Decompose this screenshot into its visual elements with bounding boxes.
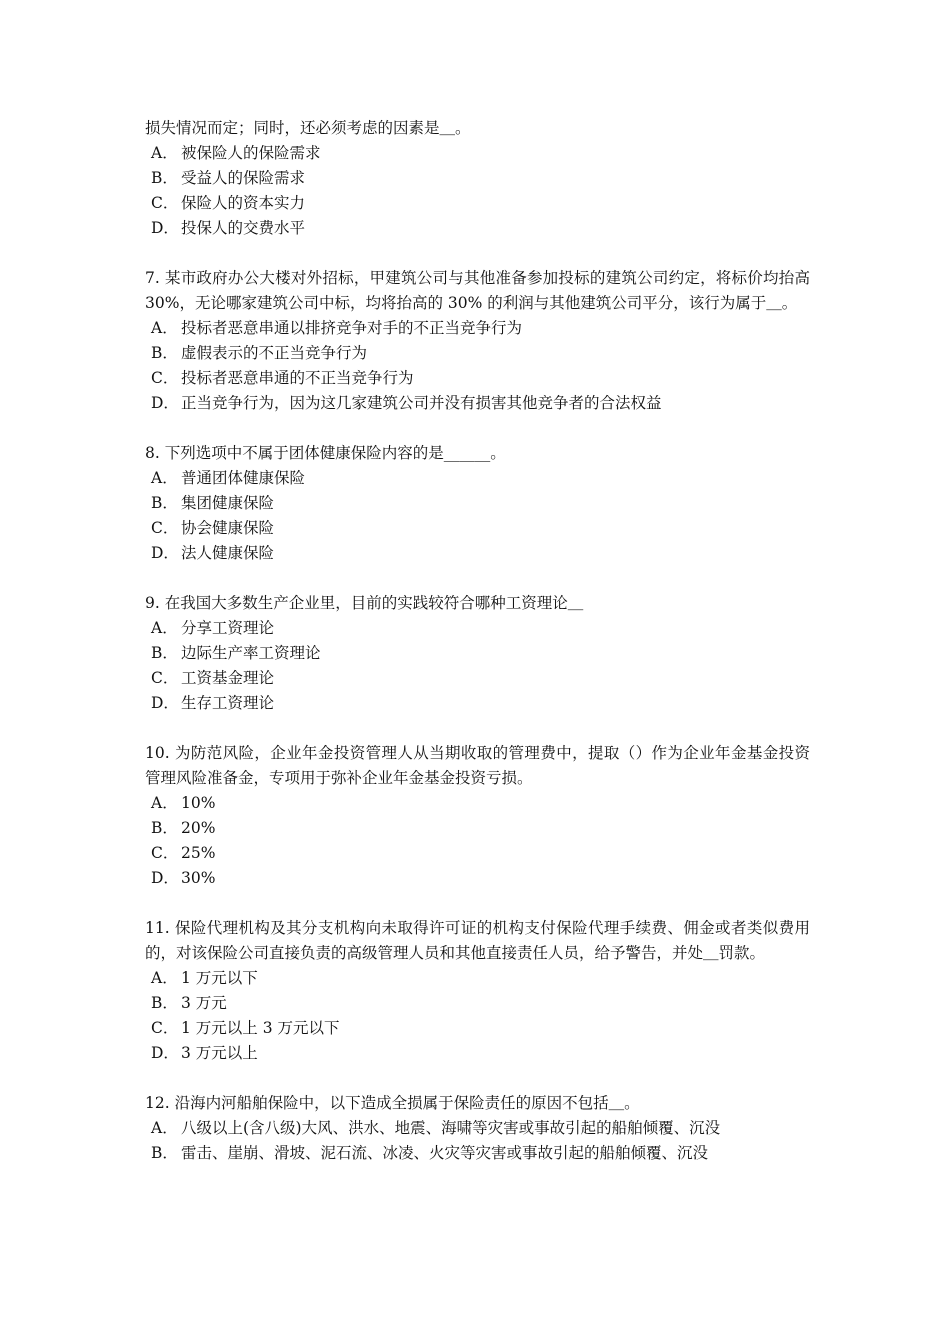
option-letter: D． <box>151 219 179 237</box>
option-letter: D． <box>151 1044 179 1062</box>
question-list <box>145 116 810 1191</box>
option-letter: A． <box>151 1119 178 1137</box>
option-text: 投保人的交费水平 <box>181 219 306 237</box>
option-letter: C． <box>151 1019 179 1037</box>
option-list <box>145 966 810 1066</box>
option-text: 被保险人的保险需求 <box>181 144 321 162</box>
option-list <box>145 791 810 891</box>
option-text: 投标者恶意串通以排挤竞争对手的不正当竞争行为 <box>181 319 523 337</box>
option-a <box>145 316 810 341</box>
question-10 <box>145 741 810 891</box>
option-letter: A． <box>151 794 178 812</box>
option-a <box>145 791 810 816</box>
option-d <box>145 866 810 891</box>
option-text: 1 万元以下 <box>181 969 258 987</box>
option-b <box>145 166 810 191</box>
question-stem: 8. 下列选项中不属于团体健康保险内容的是______。 <box>145 444 506 462</box>
option-letter: C． <box>151 194 179 212</box>
question-stem: 9. 在我国大多数生产企业里，目前的实践较符合哪种工资理论＿ <box>145 594 584 612</box>
option-letter: B． <box>151 994 178 1012</box>
question-stem: 10. 为防范风险，企业年金投资管理人从当期收取的管理费中，提取（）作为企业年金基金投资管理风险准备金，专项用于弥补企业年金基金投资亏损。 <box>145 744 810 787</box>
option-letter: B． <box>151 819 178 837</box>
option-text: 八级以上(含八级)大风、洪水、地震、海啸等灾害或事故引起的船舶倾覆、沉没 <box>181 1119 721 1137</box>
option-text: 分享工资理论 <box>181 619 275 637</box>
option-text: 虚假表示的不正当竞争行为 <box>181 344 368 362</box>
option-letter: C． <box>151 519 179 537</box>
option-text: 30% <box>181 869 216 887</box>
option-list <box>145 1116 810 1166</box>
question-stem: 7. 某市政府办公大楼对外招标，甲建筑公司与其他准备参加投标的建筑公司约定，将标价均抬高 30%，无论哪家建筑公司中标，均将抬高的 30% 的利润与其他建筑公司平分，该行为属于＿。 <box>145 269 810 312</box>
question-8 <box>145 441 810 566</box>
option-letter: D． <box>151 869 179 887</box>
option-letter: D． <box>151 394 179 412</box>
option-letter: C． <box>151 669 179 687</box>
option-letter: B． <box>151 169 178 187</box>
option-c <box>145 516 810 541</box>
option-d <box>145 216 810 241</box>
option-b <box>145 991 810 1016</box>
option-letter: A． <box>151 144 178 162</box>
question-12 <box>145 1091 810 1166</box>
option-letter: A． <box>151 469 178 487</box>
option-text: 工资基金理论 <box>181 669 275 687</box>
option-c <box>145 841 810 866</box>
option-a <box>145 141 810 166</box>
option-list <box>145 141 810 241</box>
option-list <box>145 616 810 716</box>
option-text: 1 万元以上 3 万元以下 <box>181 1019 340 1037</box>
option-c <box>145 191 810 216</box>
option-a <box>145 966 810 991</box>
option-b <box>145 816 810 841</box>
option-d <box>145 691 810 716</box>
option-text: 投标者恶意串通的不正当竞争行为 <box>181 369 414 387</box>
question-7 <box>145 266 810 416</box>
option-text: 正当竞争行为，因为这几家建筑公司并没有损害其他竞争者的合法权益 <box>181 394 662 412</box>
option-letter: C． <box>151 369 179 387</box>
option-letter: B． <box>151 494 178 512</box>
option-text: 普通团体健康保险 <box>181 469 306 487</box>
option-b <box>145 1141 810 1166</box>
question-stem: 11. 保险代理机构及其分支机构向未取得许可证的机构支付保险代理手续费、佣金或者类似费用的，对该保险公司直接负责的高级管理人员和其他直接责任人员，给予警告，并处＿罚款。 <box>145 919 810 962</box>
option-text: 边际生产率工资理论 <box>181 644 321 662</box>
option-d <box>145 541 810 566</box>
option-d <box>145 391 810 416</box>
option-text: 25% <box>181 844 216 862</box>
question-stem: 损失情况而定；同时，还必须考虑的因素是＿。 <box>145 119 471 137</box>
option-text: 3 万元以上 <box>181 1044 258 1062</box>
option-text: 集团健康保险 <box>181 494 275 512</box>
option-c <box>145 666 810 691</box>
option-c <box>145 1016 810 1041</box>
option-b <box>145 641 810 666</box>
option-text: 受益人的保险需求 <box>181 169 306 187</box>
question-11 <box>145 916 810 1066</box>
option-letter: C． <box>151 844 179 862</box>
option-b <box>145 341 810 366</box>
option-a <box>145 1116 810 1141</box>
option-text: 雷击、崖崩、滑坡、泥石流、冰凌、火灾等灾害或事故引起的船舶倾覆、沉没 <box>181 1144 709 1162</box>
option-letter: B． <box>151 644 178 662</box>
option-text: 20% <box>181 819 216 837</box>
option-letter: A． <box>151 969 178 987</box>
option-letter: A． <box>151 619 178 637</box>
option-letter: B． <box>151 1144 178 1162</box>
option-text: 保险人的资本实力 <box>181 194 306 212</box>
option-c <box>145 366 810 391</box>
option-letter: A． <box>151 319 178 337</box>
question-continuation <box>145 116 810 241</box>
option-letter: B． <box>151 344 178 362</box>
option-list <box>145 466 810 566</box>
option-text: 协会健康保险 <box>181 519 275 537</box>
option-text: 10% <box>181 794 216 812</box>
option-d <box>145 1041 810 1066</box>
option-list <box>145 316 810 416</box>
option-text: 3 万元 <box>181 994 227 1012</box>
option-text: 生存工资理论 <box>181 694 275 712</box>
option-text: 法人健康保险 <box>181 544 275 562</box>
option-a <box>145 616 810 641</box>
option-a <box>145 466 810 491</box>
option-b <box>145 491 810 516</box>
question-stem: 12. 沿海内河船舶保险中，以下造成全损属于保险责任的原因不包括＿。 <box>145 1094 640 1112</box>
question-9 <box>145 591 810 716</box>
option-letter: D． <box>151 544 179 562</box>
option-letter: D． <box>151 694 179 712</box>
